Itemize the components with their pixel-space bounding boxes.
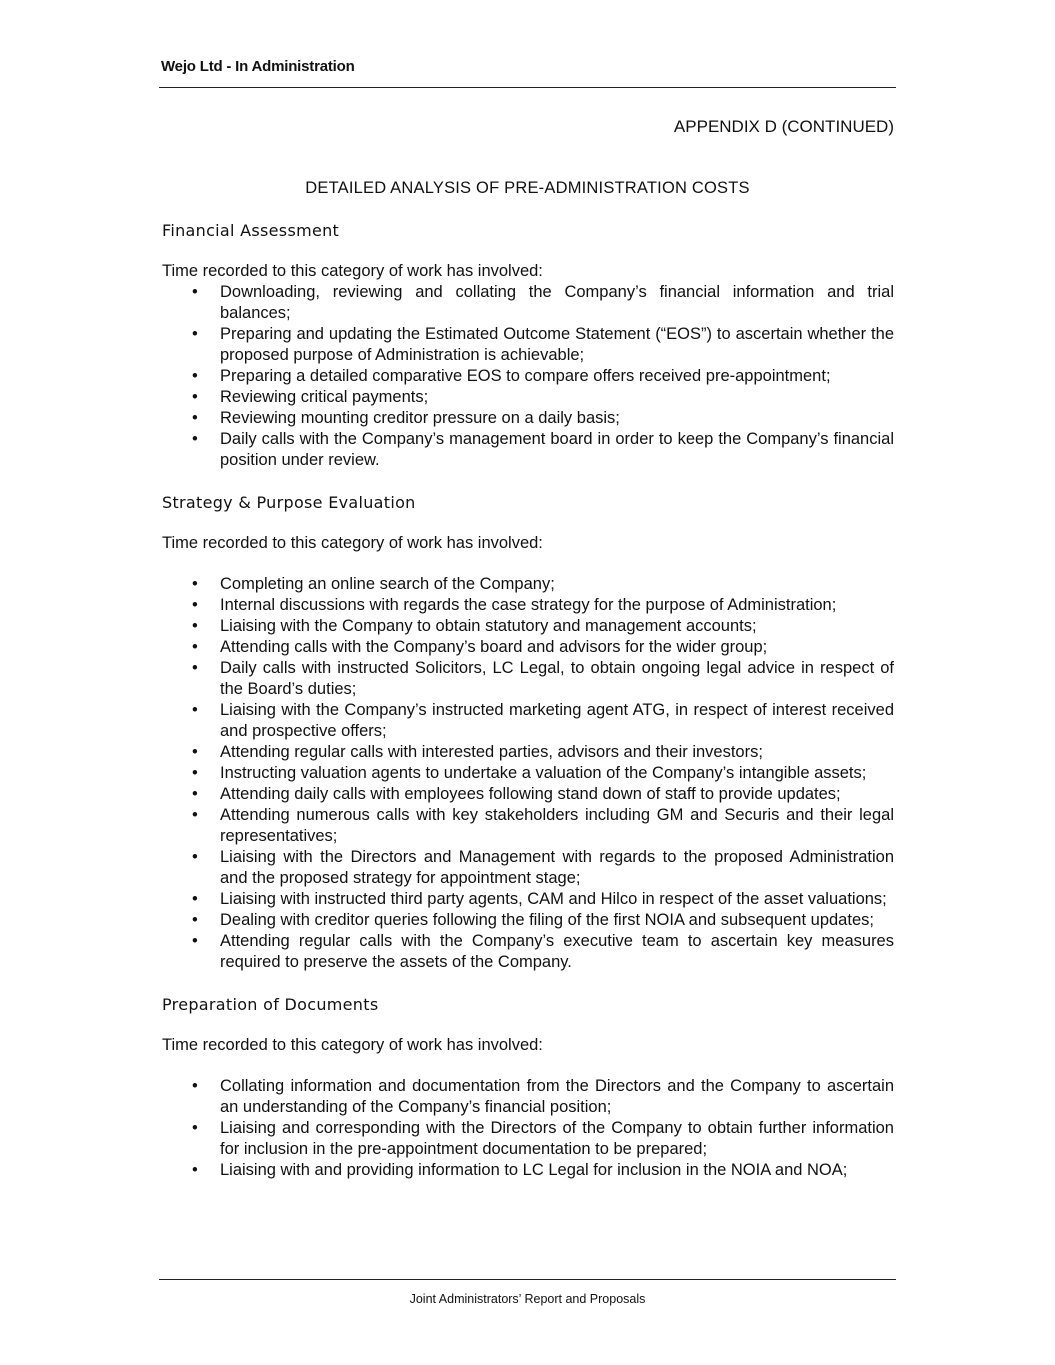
footer-divider [159,1279,896,1280]
list-item: • Liaising with and providing information to LC Legal for inclusion in the NOIA and NOA; [162,1160,894,1181]
footer-text: Joint Administrators’ Report and Proposals [409,1292,646,1306]
list-item: • Attending numerous calls with key stakeholders including GM and Securis and their legal representatives; [162,805,894,847]
section-intro: Time recorded to this category of work has involved: [162,262,543,280]
header-company-title: Wejo Ltd - In Administration [161,58,355,75]
list-item: • Downloading, reviewing and collating the Company’s financial information and trial balances; [162,282,894,324]
list-item: • Liaising with instructed third party agents, CAM and Hilco in respect of the asset valuations; [162,889,894,910]
list-item: • Daily calls with the Company’s management board in order to keep the Company’s financial position under review. [162,429,894,471]
section-financial-assessment [162,220,894,471]
list-item: • Attending calls with the Company’s board and advisors for the wider group; [162,637,894,658]
list-item: • Liaising with the Company to obtain statutory and management accounts; [162,616,894,637]
list-item: • Liaising with the Company’s instructed marketing agent ATG, in respect of interest received and prospective offers; [162,700,894,742]
list-item: • Preparing and updating the Estimated Outcome Statement (“EOS”) to ascertain whether the proposed purpose of Administration is achievable; [162,324,894,366]
list-item: • Instructing valuation agents to undertake a valuation of the Company’s intangible assets; [162,763,894,784]
list-item: • Collating information and documentation from the Directors and the Company to ascertain an understanding of the Company’s financial position; [162,1076,894,1118]
list-item: • Attending regular calls with interested parties, advisors and their investors; [162,742,894,763]
list-item: • Attending regular calls with the Company’s executive team to ascertain key measures required to preserve the assets of the Company. [162,931,894,973]
bullet-list [162,1076,894,1181]
list-item: • Liaising with the Directors and Management with regards to the proposed Administration and the proposed strategy for appointment stage; [162,847,894,889]
list-item: • Reviewing critical payments; [162,387,894,408]
list-item: • Internal discussions with regards the case strategy for the purpose of Administration; [162,595,894,616]
section-strategy-purpose [162,492,894,973]
list-item: • Daily calls with instructed Solicitors, LC Legal, to obtain ongoing legal advice in respect of the Board’s duties; [162,658,894,700]
list-item: • Dealing with creditor queries following the filing of the first NOIA and subsequent updates; [162,910,894,931]
section-heading: Strategy & Purpose Evaluation [162,493,416,512]
list-item: • Attending daily calls with employees following stand down of staff to provide updates; [162,784,894,805]
bullet-list [162,574,894,973]
appendix-label: APPENDIX D (CONTINUED) [673,117,894,136]
page-title: DETAILED ANALYSIS OF PRE-ADMINISTRATION COSTS [305,179,750,197]
list-item: • Liaising and corresponding with the Directors of the Company to obtain further information for inclusion in the pre-appointment documentation to be prepared; [162,1118,894,1160]
section-heading: Preparation of Documents [162,995,379,1014]
bullet-list [162,282,894,471]
section-heading: Financial Assessment [162,221,340,240]
section-intro: Time recorded to this category of work has involved: [162,534,543,552]
section-intro: Time recorded to this category of work has involved: [162,1036,543,1054]
header-divider [159,87,896,88]
list-item: • Preparing a detailed comparative EOS to compare offers received pre-appointment; [162,366,894,387]
section-preparation-documents [162,994,894,1181]
document-body [162,220,894,1181]
list-item: • Completing an online search of the Company; [162,574,894,595]
list-item: • Reviewing mounting creditor pressure on a daily basis; [162,408,894,429]
